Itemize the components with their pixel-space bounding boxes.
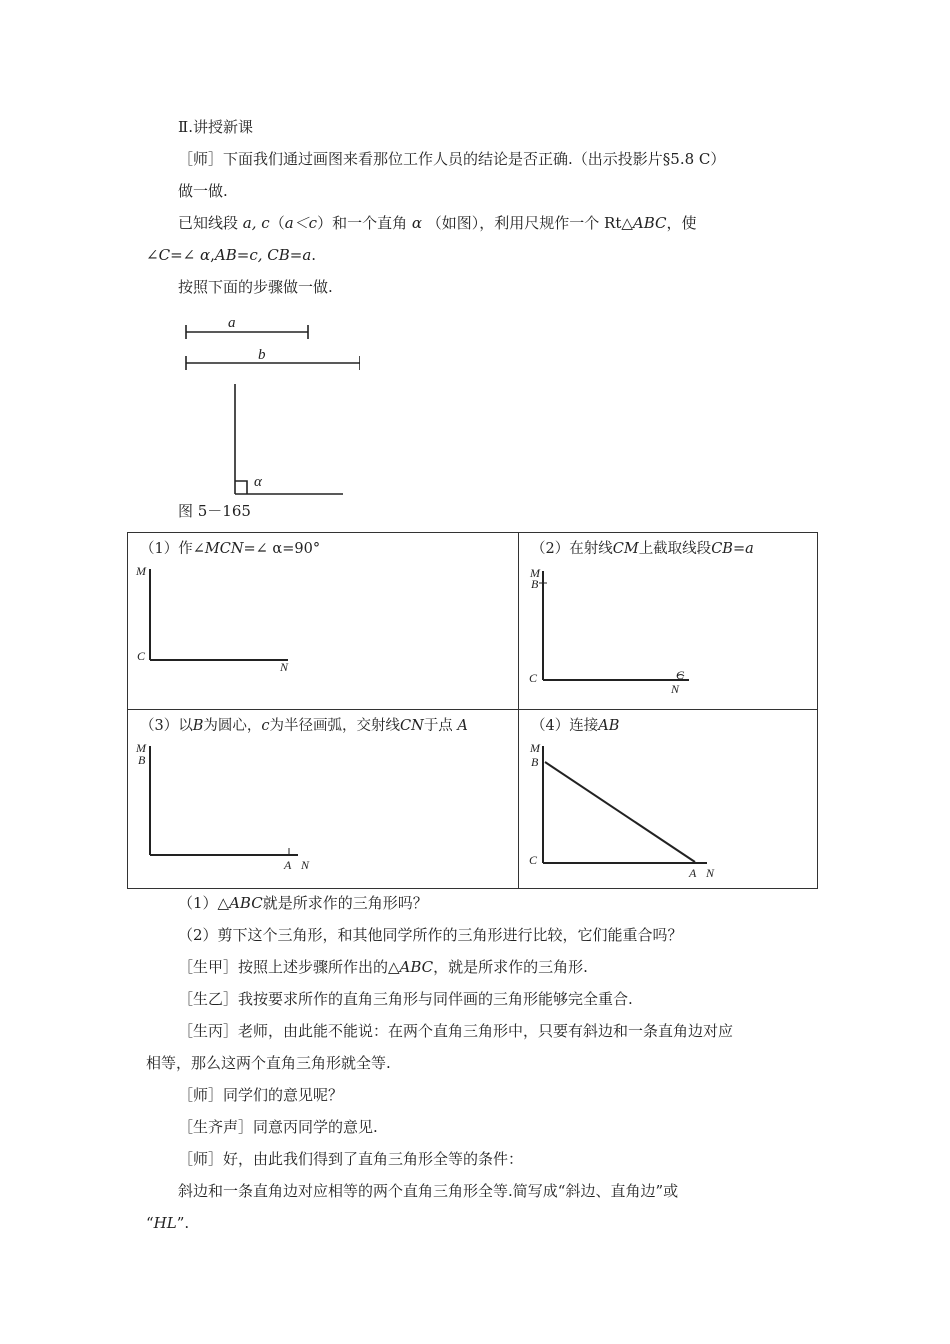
text: （如图），利用尺规作一个 Rt△: [426, 214, 633, 232]
text: =∠: [170, 246, 196, 264]
paragraph-do-it: 做一做.: [178, 182, 228, 200]
text: 已知线段: [178, 214, 239, 232]
paragraph-teacher-intro: ［师］下面我们通过画图来看那位工作人员的结论是否正确.（出示投影片§5.8 C）: [178, 150, 726, 168]
right-angle-mark: [235, 481, 247, 494]
math: B: [192, 718, 204, 734]
text: =∠ α=90°: [243, 541, 321, 557]
text: 为半径画弧，交射线: [269, 718, 401, 734]
math: AB: [598, 718, 620, 734]
text: （4）连接: [531, 718, 599, 734]
text: 就是所求作的三角形吗？: [262, 894, 428, 912]
step-1-cell: [128, 533, 519, 710]
angle-alpha-label: α: [254, 474, 262, 490]
text: （: [269, 214, 285, 232]
text: ∠: [146, 246, 159, 264]
math: AB=c, CB=a: [214, 246, 312, 264]
text: ［生甲］按照上述步骤所作出的△: [178, 958, 400, 976]
label-c: C: [137, 649, 146, 663]
label-m: M: [136, 741, 146, 755]
student-c-question: ［生丙］老师，由此能不能说：在两个直角三角形中，只要有斜边和一条直角边对应: [178, 1022, 734, 1040]
math: CN: [400, 718, 424, 734]
label-a: A: [689, 866, 697, 880]
text: .: [311, 246, 317, 264]
label-n: N: [706, 866, 715, 880]
right-angle-figure: [225, 380, 355, 500]
text: （1）△: [178, 894, 230, 912]
math: CB=a: [711, 541, 754, 557]
step-2-cell: [519, 533, 818, 710]
text: ”.: [176, 1214, 190, 1232]
math: ABC: [399, 958, 434, 976]
segment-b-label: b: [258, 347, 266, 363]
math: ABC: [632, 214, 667, 232]
paragraph-follow-steps: 按照下面的步骤做一做.: [178, 278, 333, 296]
math: α: [199, 246, 211, 264]
student-b-answer: ［生乙］我按要求所作的直角三角形与同伴画的三角形能够完全重合.: [178, 990, 633, 1008]
text: （3）以: [140, 718, 193, 734]
text: ，就是所求作的三角形.: [433, 958, 588, 976]
label-c: C: [529, 671, 538, 685]
text: 于点: [423, 718, 453, 734]
text: 上截取线段: [638, 541, 712, 557]
math: A: [457, 718, 468, 734]
label-m: M: [530, 741, 540, 755]
text: ，使: [666, 214, 697, 232]
label-n: N: [671, 682, 680, 696]
teacher-question: ［师］同学们的意见呢？: [178, 1086, 344, 1104]
math: C: [158, 246, 171, 264]
label-b: B: [138, 753, 146, 767]
theorem-statement: 斜边和一条直角边对应相等的两个直角三角形全等.简写成“斜边、直角边”或: [178, 1182, 679, 1200]
step-3-diagram: [128, 710, 518, 889]
theorem-abbrev: [146, 1213, 189, 1233]
math: a, c: [242, 214, 270, 232]
text: ）和一个直角: [317, 214, 408, 232]
text: （1）作∠: [140, 541, 205, 557]
question-1: [178, 893, 428, 913]
student-c-question-cont: 相等，那么这两个直角三角形就全等.: [146, 1054, 391, 1072]
section-title: Ⅱ.讲授新课: [178, 118, 253, 136]
step-1-diagram: [128, 533, 518, 710]
math: CM: [612, 541, 639, 557]
label-n: N: [280, 660, 289, 674]
label-n: N: [301, 858, 310, 872]
step-3-cell: [128, 710, 519, 889]
text: （2）在射线: [531, 541, 613, 557]
segment-a-label: a: [228, 315, 236, 331]
paragraph-given: [178, 213, 808, 233]
math: α: [411, 214, 422, 232]
math: MCN: [204, 541, 244, 557]
math: ABC: [229, 894, 263, 912]
label-c: C: [529, 853, 538, 867]
text: 为圆心，: [203, 718, 262, 734]
label-c-arc: C: [676, 668, 685, 682]
student-a-answer: [178, 957, 588, 977]
segment-ab: [545, 762, 695, 862]
label-b: B: [531, 755, 539, 769]
paragraph-given-cont: [146, 245, 316, 265]
label-b: B: [531, 577, 539, 591]
question-2: （2）剪下这个三角形，和其他同学所作的三角形进行比较，它们能重合吗？: [178, 926, 683, 944]
students-chorus: ［生齐声］同意丙同学的意见.: [178, 1118, 378, 1136]
construction-steps-table: [127, 532, 818, 889]
figure-caption: 图 5－165: [178, 502, 251, 520]
text: “: [146, 1214, 154, 1232]
step-2-diagram: [519, 533, 817, 710]
step-4-cell: [519, 710, 818, 889]
text: ,: [210, 246, 215, 264]
label-a: A: [284, 858, 292, 872]
math: a＜c: [284, 214, 318, 232]
label-m: M: [136, 564, 146, 578]
math: HL: [153, 1214, 177, 1232]
label-m: M: [530, 566, 540, 580]
teacher-conclusion: ［师］好，由此我们得到了直角三角形全等的条件：: [178, 1150, 524, 1168]
math: c: [261, 718, 270, 734]
step-4-diagram: [519, 710, 817, 889]
